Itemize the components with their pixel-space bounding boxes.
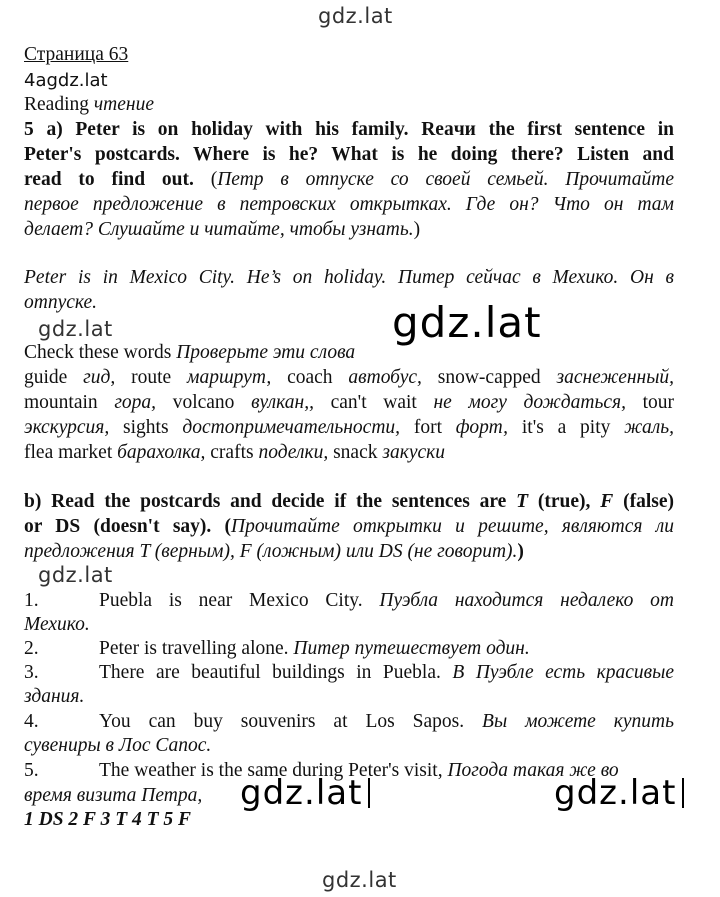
vocab-line-1: guide гид, route маршрут, coach автобус, snow-capped заснеженный, [24, 367, 675, 388]
statement-5: 5. The weather is the same during Peter's visit, Погода такая же во [24, 760, 619, 781]
vocab-line-2: mountain гора, volcano вулкан,, can't wait не могу дождаться, tour [24, 392, 675, 413]
watermark-big-center: gdz.lat [392, 298, 542, 347]
check-words-heading: Check these words Проверьте эти слова [24, 342, 356, 363]
task-b-line-2: or DS (doesn't say). (Прочитайте открытки и решите, являются ли [24, 516, 674, 537]
statement-2: 2. Peter is travelling alone. Питер путешествует один. [24, 638, 530, 659]
task-a-line-1: 5 a) Peter is on holiday with his family. Reaчи the first sentence in [24, 119, 674, 140]
statement-1: 1. Puebla is near Mexico City. Пуэбла находится недалеко от [24, 590, 675, 611]
task-a-answer-2: отпуске. [24, 292, 98, 313]
watermark-big-bottom-right: gdz.lat [554, 773, 684, 813]
vocab-line-4: flea market барахолка, crafts поделки, snack закуски [24, 442, 446, 463]
statement-3: 3. There are beautiful buildings in Puebla. В Пуэбле есть красивые [24, 662, 674, 683]
watermark-section-b: gdz.lat [38, 563, 113, 587]
section-label: 4agdz.lat [24, 70, 108, 91]
task-a-line-4: первое предложение в петровских открытках. Где он? Что он там [24, 194, 674, 215]
task-a-line-5: делает? Слушайте и читайте, чтобы узнать.) [24, 219, 421, 240]
statement-5-cont: время визита Петра, [24, 785, 203, 806]
watermark-top: gdz.lat [318, 4, 393, 28]
task-b-line-3: предложения T (верным), F (ложным) или DS (не говорит).) [24, 541, 524, 562]
watermark-big-bottom-left: gdz.lat [240, 773, 370, 813]
vocab-line-3: экскурсия, sights достопримечательности, fort форт, it's a pity жаль, [24, 417, 675, 438]
statement-4: 4. You can buy souvenirs at Los Sapos. Вы можете купить [24, 711, 674, 732]
statement-4-cont: сувениры в Лос Сапос. [24, 735, 212, 756]
watermark-mid-left: gdz.lat [38, 317, 113, 341]
task-b-line-1: b) Read the postcards and decide if the sentences are T (true), F (false) [24, 491, 674, 512]
page-heading: Страница 63 [24, 44, 129, 65]
task-a-answer-1: Peter is in Mexico City. He’s on holiday. Питер сейчас в Мехико. Он в [24, 267, 674, 288]
reading-heading: Reading чтение [24, 94, 154, 115]
statement-3-cont: здания. [24, 686, 85, 707]
task-a-line-3: read to find out. (Петр в отпуске со своей семьей. Прочитайте [24, 169, 674, 190]
statement-1-cont: Мехико. [24, 614, 90, 635]
answer-key: 1 DS 2 F 3 T 4 T 5 F [24, 809, 192, 830]
watermark-bottom: gdz.lat [322, 868, 397, 892]
task-a-line-2: Peter's postcards. Where is he? What is he doing there? Listen and [24, 144, 674, 165]
